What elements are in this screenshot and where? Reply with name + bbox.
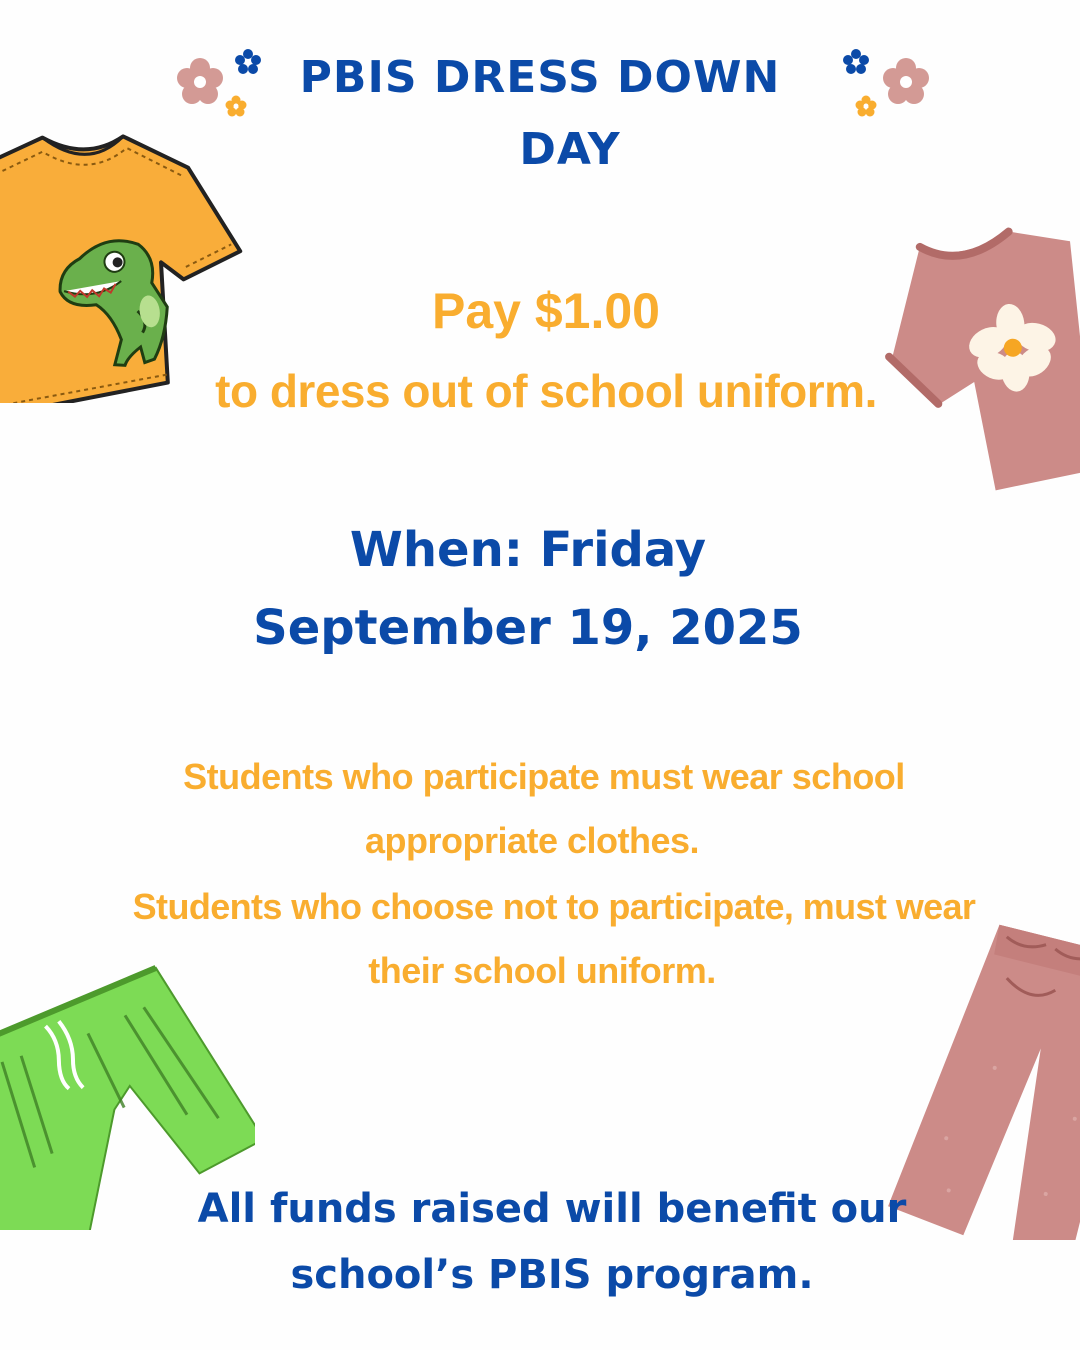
title-line-1: PBIS DRESS DOWN (299, 52, 781, 103)
funds-line-2: school’s PBIS program. (290, 1252, 814, 1298)
when-line: When: Friday (349, 522, 707, 578)
dress-line: to dress out of school uniform. (215, 365, 877, 417)
title-line-2: DAY (519, 124, 621, 175)
rules-line-2: appropriate clothes. (364, 820, 700, 861)
funds-line-1: All funds raised will benefit our (197, 1186, 907, 1232)
rules-line-1: Students who participate must wear school (183, 756, 905, 797)
flower-tshirt-icon (872, 210, 1080, 500)
pay-line: Pay $1.00 (432, 283, 660, 339)
rules-line-3: Students who choose not to participate, must wear (132, 886, 976, 927)
date-line: September 19, 2025 (253, 600, 803, 656)
rules-line-4: their school uniform. (368, 950, 716, 991)
